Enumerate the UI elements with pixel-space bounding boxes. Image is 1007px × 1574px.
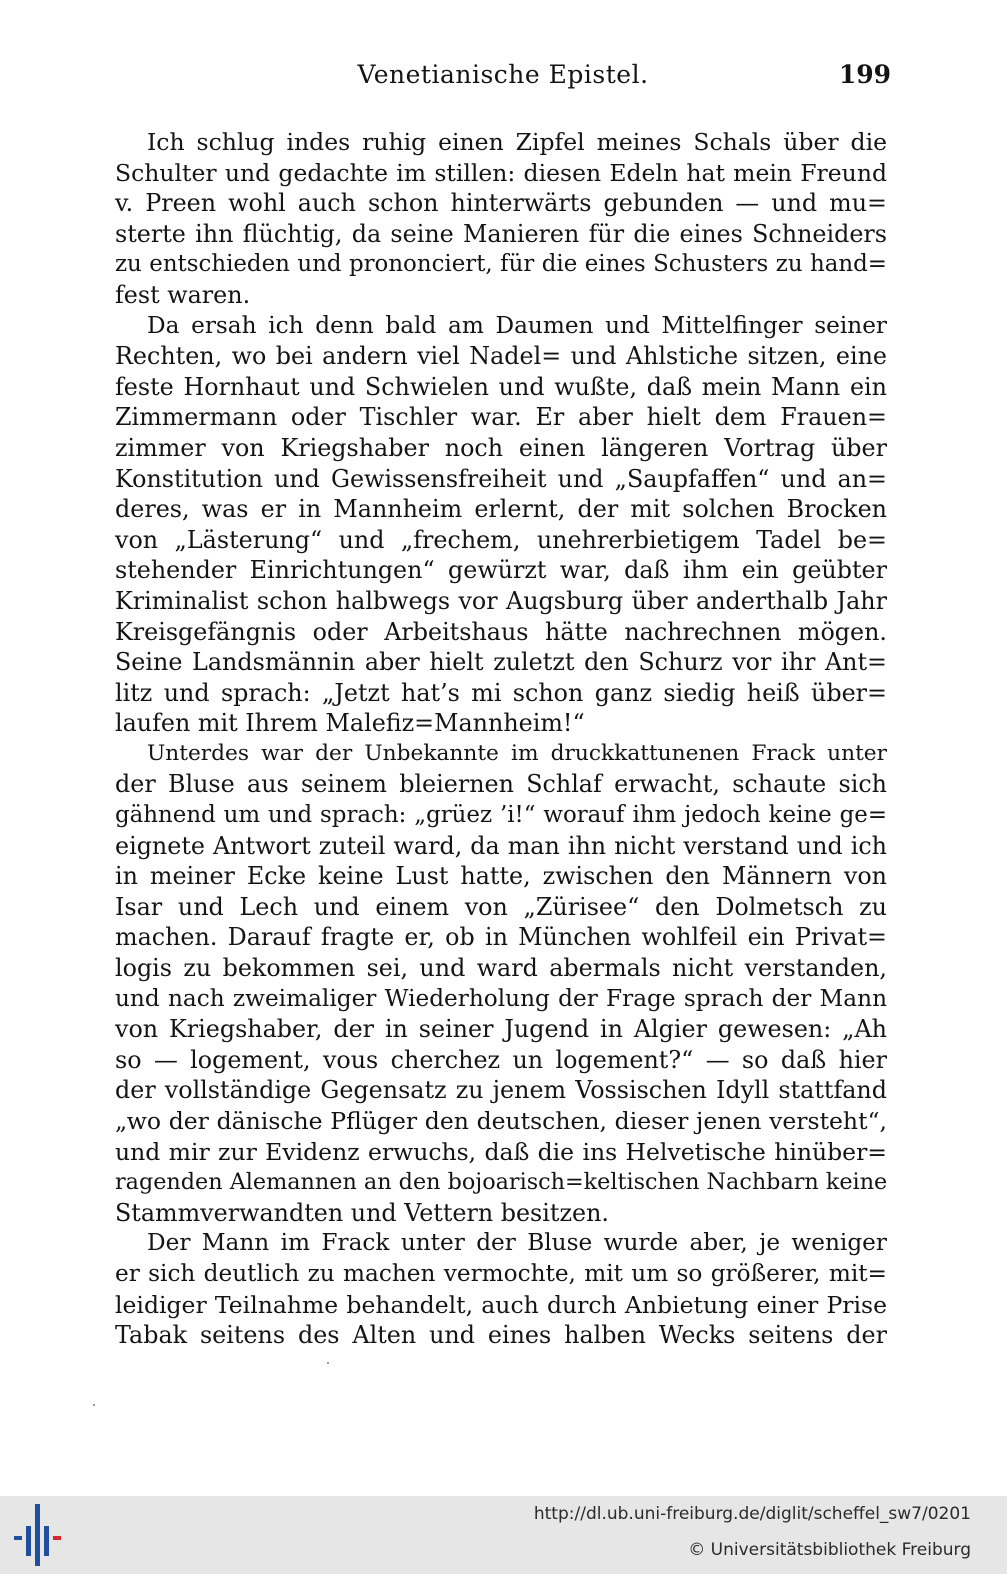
text-line: der Bluse aus seinem bleiernen Schlaf erwacht, schaute sich xyxy=(115,770,887,799)
text-line: gähnend um und sprach: „grüez ’i!“ worauf ihm jedoch keine ge= xyxy=(115,802,887,829)
text-line: eignete Antwort zuteil ward, da man ihn nicht verstand und ich xyxy=(115,831,887,860)
text-line: feste Hornhaut und Schwielen und wußte, daß mein Mann ein xyxy=(115,372,887,401)
ub-freiburg-logo-icon xyxy=(8,1502,68,1566)
text-line: „wo der dänische Pflüger den deutschen, dieser jenen versteht“, xyxy=(115,1107,887,1135)
footer-copyright: © Universitätsbibliothek Freiburg xyxy=(688,1540,971,1560)
text-line: deres, was er in Mannheim erlernt, der mit solchen Brocken xyxy=(115,495,887,524)
text-line: von Kriegshaber, der in seiner Jugend in Algier gewesen: „Ah xyxy=(115,1015,887,1044)
text-line: Isar und Lech und einem von „Zürisee“ den Dolmetsch zu xyxy=(115,892,887,921)
text-line: Unterdes war der Unbekannte im druckkattunenen Frack unter xyxy=(147,740,887,766)
text-line: Kreisgefängnis oder Arbeitshaus hätte nachrechnen mögen. xyxy=(115,617,887,646)
text-line: zimmer von Kriegshaber noch einen längeren Vortrag über xyxy=(115,433,887,462)
text-line: Ich schlug indes ruhig einen Zipfel meines Schals über die xyxy=(147,128,887,156)
text-line: Seine Landsmännin aber hielt zuletzt den Schurz vor ihr Ant= xyxy=(115,648,887,677)
text-line: sterte ihn flüchtig, da seine Manieren für die eines Schneiders xyxy=(115,219,887,248)
scan-speck xyxy=(93,1404,95,1406)
text-line: der vollständige Gegensatz zu jenem Vossischen Idyll stattfand xyxy=(115,1076,887,1105)
running-title: Venetianische Epistel. xyxy=(357,60,649,89)
text-line: ragenden Alemannen an den bojoarisch=keltischen Nachbarn keine xyxy=(115,1169,888,1196)
body-text xyxy=(115,127,887,1351)
text-line: logis zu bekommen sei, und ward abermals nicht verstanden, xyxy=(115,954,887,983)
text-line: in meiner Ecke keine Lust hatte, zwischen den Männern von xyxy=(115,862,887,891)
text-line: und nach zweimaliger Wiederholung der Frage sprach der Mann xyxy=(115,984,887,1012)
page-header xyxy=(115,60,891,102)
text-line: Konstitution und Gewissensfreiheit und „Saupfaffen“ und an= xyxy=(115,464,887,493)
text-line: von „Lästerung“ und „frechem, unehrerbietigem Tadel be= xyxy=(115,525,887,554)
text-line: machen. Darauf fragte er, ob in München wohlfeil ein Privat= xyxy=(115,923,887,952)
text-line: Tabak seitens des Alten und eines halben Wecks seitens der xyxy=(115,1321,887,1350)
text-line: er sich deutlich zu machen vermochte, mit um so größerer, mit= xyxy=(115,1259,887,1287)
text-line: Kriminalist schon halbwegs vor Augsburg über anderthalb Jahr xyxy=(115,586,887,615)
text-line: Stammverwandten und Vettern besitzen. xyxy=(115,1198,609,1227)
text-line: v. Preen wohl auch schon hinterwärts gebunden — und mu= xyxy=(115,189,887,218)
text-line: Zimmermann oder Tischler war. Er aber hielt dem Frauen= xyxy=(115,403,887,432)
footer-url[interactable]: http://dl.ub.uni-freiburg.de/diglit/scheffel_sw7/0201 xyxy=(533,1504,971,1524)
text-line: zu entschieden und prononciert, für die eines Schusters zu hand= xyxy=(115,251,887,278)
text-line: fest waren. xyxy=(115,280,251,309)
text-line: und mir zur Evidenz erwuchs, daß die ins Helvetische hinüber= xyxy=(115,1137,887,1166)
text-line: stehender Einrichtungen“ gewürzt war, daß ihm ein geübter xyxy=(115,556,887,585)
text-line: Schulter und gedachte im stillen: diesen Edeln hat mein Freund xyxy=(115,158,887,187)
text-line: Da ersah ich denn bald am Daumen und Mittelfinger seiner xyxy=(147,311,887,339)
footer-bar xyxy=(0,1496,1007,1574)
page-number: 199 xyxy=(838,60,891,89)
scan-speck xyxy=(327,1362,329,1364)
text-line: leidiger Teilnahme behandelt, auch durch Anbietung einer Prise xyxy=(115,1290,887,1319)
text-line: Rechten, wo bei andern viel Nadel= und Ahlstiche sitzen, eine xyxy=(115,342,887,371)
text-line: Der Mann im Frack unter der Bluse wurde aber, je weniger xyxy=(147,1229,887,1257)
text-line: laufen mit Ihrem Malefiz=Mannheim!“ xyxy=(115,709,585,738)
text-line: litz und sprach: „Jetzt hat’s mi schon ganz siedig heiß über= xyxy=(115,678,887,707)
text-line: so — logement, vous cherchez un logement?“ — so daß hier xyxy=(115,1045,887,1074)
